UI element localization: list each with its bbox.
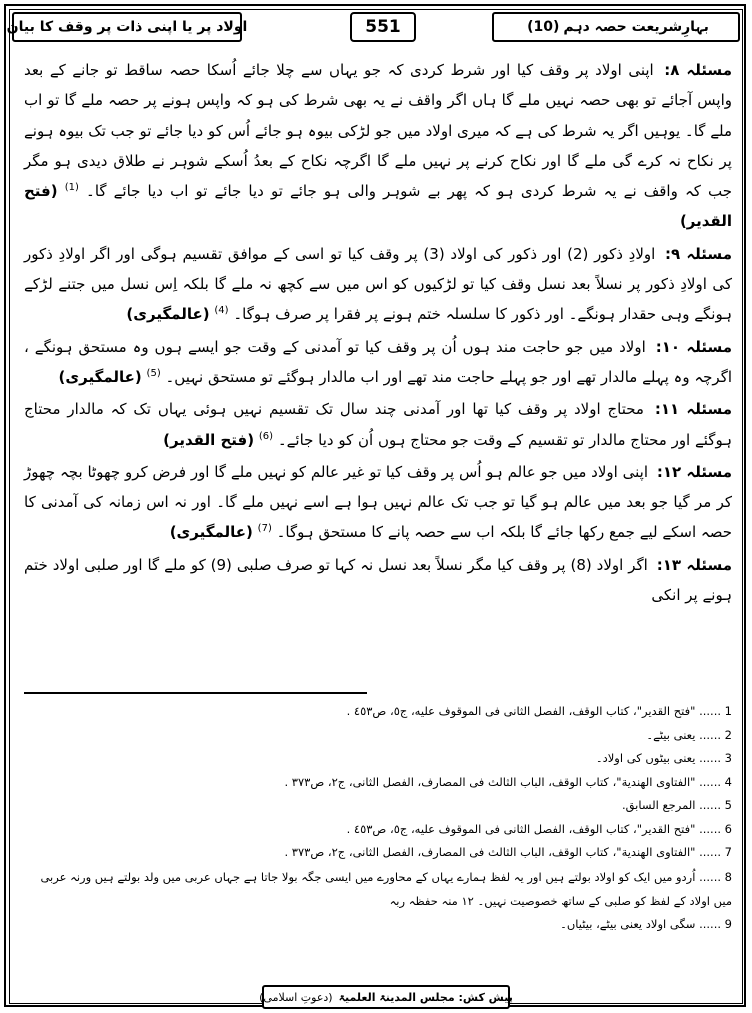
- footnote-marker: (4): [214, 305, 229, 317]
- chapter-title-box: [6, 12, 248, 42]
- page-header: [6, 12, 740, 42]
- masala-text: اپنی اولاد پر وقف کیا اور شرط کردی کہ جو یہاں سے چلا جائے اُسکا حصہ ساقط تو جانے کے بعد واپس آجائے تو بھی حصہ نہیں ملے گا ہاں اگر واقف نے یہ بھی شرط کی ہو کہ واپس ہونے پر حصہ ملے گا تو اب ملے گا۔ یوہیں اگر یہ شرط کی ہے کہ میری اولاد میں جو لڑکی بیوہ ہو جائے اُس کو دیا جائے تو جب تک بیوہ ہونے پر نکاح نہ کرے گی ملے گا اور نکاح کرنے پر نہیں ملے گا اگرچہ نکاح کے بعدُ اُسکے شوہر نے طلاق دیدی ہو مگر جب کہ واقف نے یہ شرط کردی ہو کہ پھر بے شوہر والی ہو جائے تو دیا جائے تو اب دیا جائے گا۔: [24, 61, 732, 201]
- footnote-marker: (5): [146, 367, 161, 379]
- main-text: [24, 55, 732, 610]
- footnotes: [24, 700, 732, 936]
- masala-10: [24, 332, 732, 393]
- masala-text: اپنی اولاد میں جو عالم ہو اُس پر وقف کیا تو غیر عالم کو نہیں ملے گا اور فرض کرو چھوٹا بچہ چھوڑ کر مر گیا جو بعد میں عالم ہو گیا تو جب تک عالم نہیں ہوا ہے اسے نہیں ملے گا۔ اور نہ اس زمانہ کی آمدنی کا حصہ اسکے لیے جمع رکھا جائے گا بلکہ اب سے حصہ پانے کا مستحق ہوگا۔: [24, 462, 732, 542]
- chapter-title: اولاد پر یا اپنی ذات پر وقف کا بیان: [6, 19, 248, 35]
- part-number: (10): [527, 19, 560, 35]
- masala-text: اولادِ ذکور (2) اور ذکور کی اولاد (3) پر وقف کیا تو اسی کے موافق تقسیم ہوگی اور اگر اولادِ ذکور کی اولادِ ذکور پر نسلاً بعد نسل وقف کیا تو لڑکیوں کو اس میں سے کچھ نہ ملے گا بلکہ اِس نسل میں جتنے لڑکے ہونگے وہی حقدار ہونگے۔ اور ذکور کا سلسلہ ختم ہونے پر فقرا پر صرف ہوگا۔: [24, 244, 732, 324]
- footer-org: (دعوتِ اسلامی): [259, 990, 333, 1004]
- masala-reference: (عالمگیری): [169, 523, 253, 542]
- page-footer: [259, 985, 513, 1009]
- masala-9: [24, 239, 732, 330]
- masala-label: مسئلہ ۱۰:: [655, 337, 732, 356]
- footnote-7: 7 ...... "الفتاوى الهندية"، كتاب الوقف، الباب الثالث فى المصارف، الفصل الثانى، ج٢، ص٣٧٣ .: [284, 845, 732, 859]
- book-title-box: [492, 12, 740, 42]
- masala-11: [24, 394, 732, 455]
- masala-label: مسئلہ ۱۱:: [654, 400, 732, 419]
- footnote-9: 9 ...... سگی اولاد یعنی بیٹے، بیٹیاں۔: [560, 916, 732, 931]
- footnote-5: 5 ...... المرجع السابق.: [621, 798, 732, 812]
- masala-reference: (فتح القدیر): [24, 182, 732, 231]
- masala-text: اولاد میں جو حاجت مند ہوں اُن پر وقف کیا تو آمدنی کے وقت جو ایسے ہوں وہ مستحق ہونگے ، اگرچہ وہ پہلے مالدار تھے اور جو پہلے حاجت مند تھے اور اب مالدار ہوگئے تو مستحق نہیں۔: [24, 337, 732, 386]
- footer-presented-by: پیش کش:: [458, 990, 513, 1004]
- book-title: بہارِشریعت حصہ دہم: [563, 19, 709, 35]
- masala-12: [24, 457, 732, 548]
- footnote-6: 6 ...... "فتح القدير"، كتاب الوقف، الفصل الثانى فى الموقوف عليه، ج٥، ص٤٥٣ .: [346, 821, 732, 836]
- page-number-box: [350, 12, 416, 42]
- footnote-3: 3 ...... یعنی بیٹوں کی اولاد۔: [595, 751, 732, 765]
- masala-reference: (فتح القدیر): [163, 430, 255, 449]
- masala-reference: (عالمگیری): [126, 305, 210, 324]
- masala-13: [24, 550, 732, 611]
- masala-8: [24, 55, 732, 237]
- masala-text: محتاج اولاد پر وقف کیا تھا اور آمدنی چند سال تک تقسیم نہیں ہوئی یہاں تک کہ مالدار محتاج ہوگئے اور محتاج مالدار تو تقسیم کے وقت جو محتاج ہوں اُن کو دیا جائے۔: [24, 400, 732, 449]
- masala-label: مسئلہ ۹:: [665, 244, 732, 263]
- footnote-marker: (1): [64, 182, 79, 194]
- footnote-8: 8 ...... اُردو میں ایک کو اولاد بولتے ہیں اور یہ لفظ ہمارے یہاں کے محاورے میں ایسی جگہ بولا جاتا ہے جہاں عربی میں ولد بولتے ہیں ورنہ عربی میں اولاد کے لفظ کو صلبی کے ساتھ خصوصیت نہیں۔ ۱۲ منہ حفظہ ربہ: [40, 869, 732, 908]
- footnote-divider: [24, 692, 367, 694]
- masala-label: مسئلہ ۸:: [664, 61, 732, 79]
- masala-label: مسئلہ ۱۲:: [656, 462, 733, 481]
- footnote-marker: (7): [257, 523, 272, 535]
- footnote-1: 1 ...... "فتح القدير"، كتاب الوقف، الفصل الثانى فى الموقوف عليه، ج٥، ص٤٥٣ .: [346, 704, 732, 718]
- footnote-marker: (6): [258, 430, 274, 442]
- masala-label: مسئلہ ۱۳:: [656, 555, 732, 574]
- footnote-2: 2 ...... یعنی بیٹے۔: [646, 727, 732, 742]
- footnote-4: 4 ...... "الفتاوى الهندية"، كتاب الوقف، الباب الثالث فى المصارف، الفصل الثانى، ج٢، ص٣٧٣ .: [284, 774, 732, 789]
- masala-text: اگر اولاد (8) پر وقف کیا مگر نسلاً بعد نسل نہ کہا تو صرف صلبی (9) کو ملے گا اور صلبی اولاد ختم ہونے پر انکی: [24, 555, 732, 605]
- footer-publisher: مجلس المدینۃ العلمیۃ: [338, 990, 455, 1004]
- page-number: 551: [365, 17, 401, 37]
- masala-reference: (عالمگیری): [58, 367, 142, 386]
